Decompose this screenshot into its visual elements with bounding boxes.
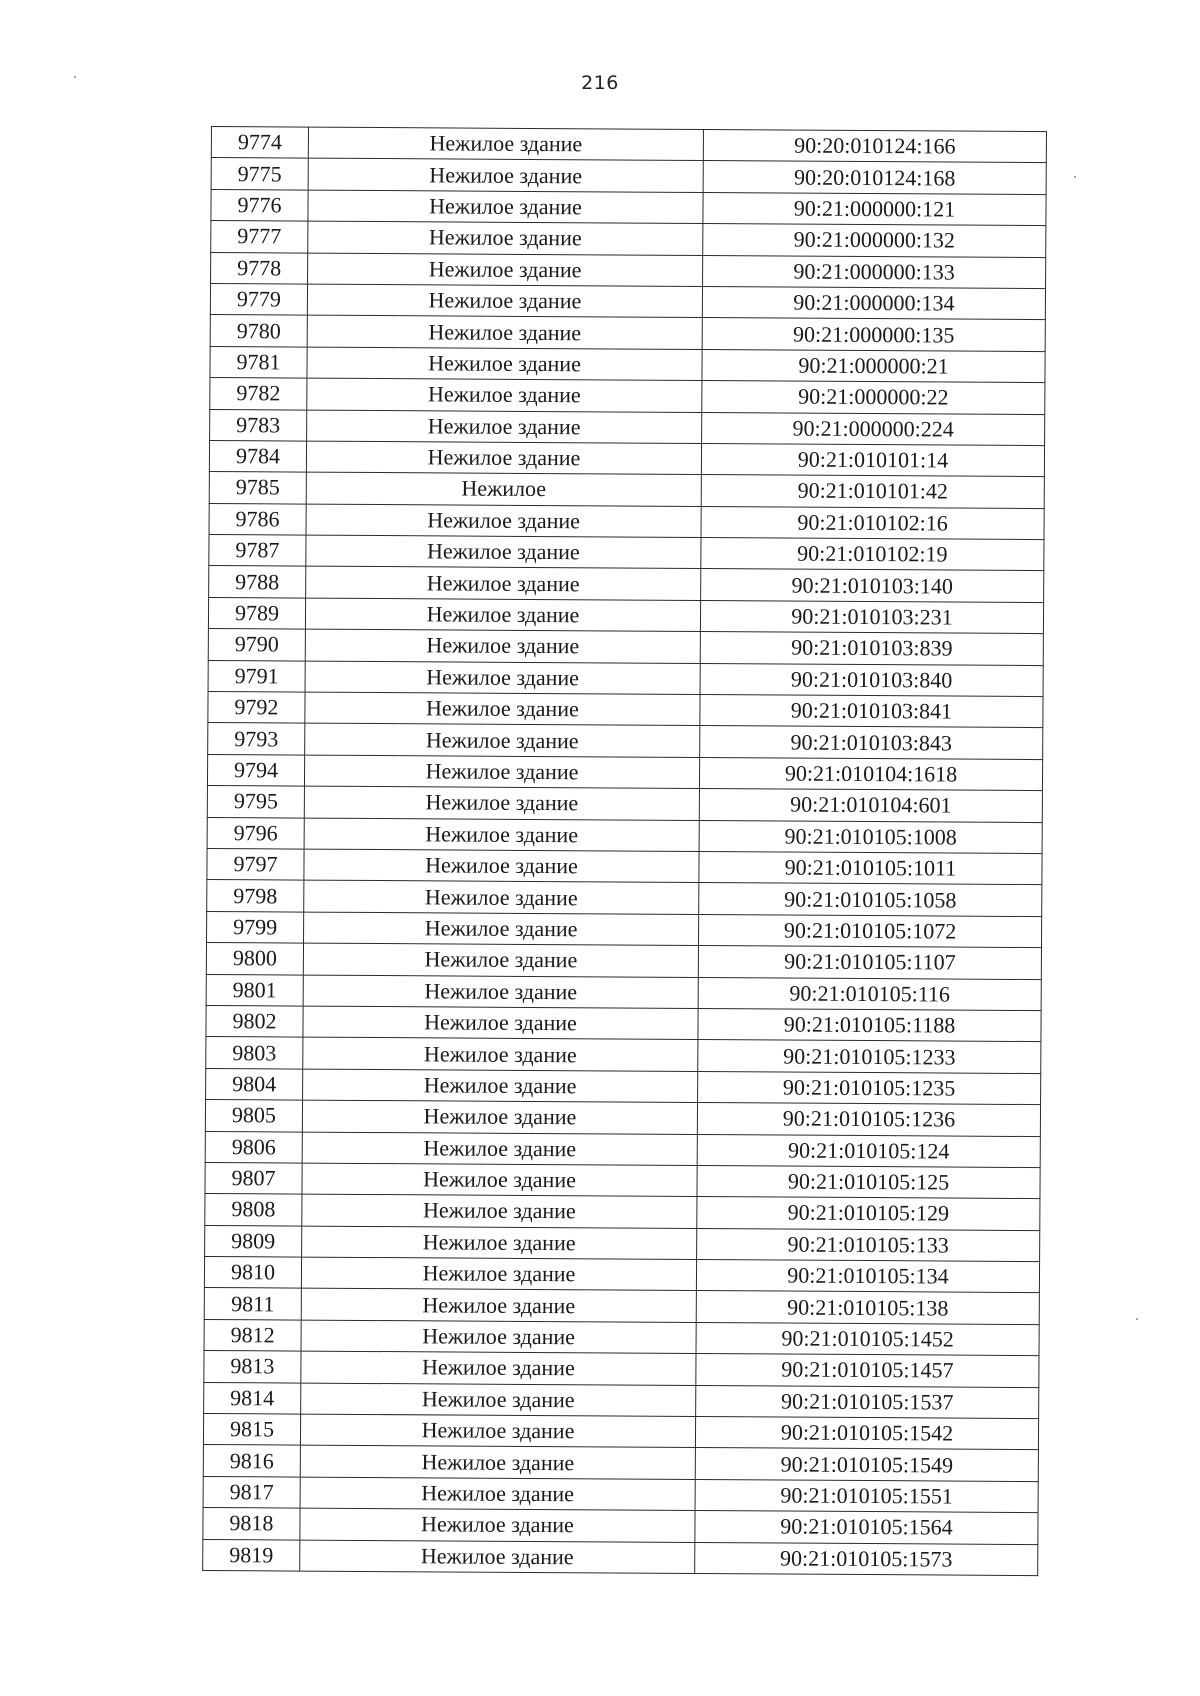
object-type-cell: Нежилое здание — [305, 661, 700, 695]
cadastral-number-cell: 90:21:010105:1008 — [699, 820, 1042, 853]
row-number-cell: 9775 — [211, 158, 308, 190]
row-number-cell: 9776 — [211, 189, 308, 221]
object-type-cell: Нежилое здание — [308, 253, 703, 287]
table-row — [204, 1288, 1039, 1324]
row-number-cell: 9781 — [210, 346, 307, 378]
scan-speck — [1074, 176, 1076, 178]
table-body — [203, 127, 1047, 1576]
object-type-cell: Нежилое здание — [302, 1100, 697, 1134]
object-type-cell: Нежилое здание — [302, 1132, 697, 1166]
object-type-cell: Нежилое здание — [304, 786, 699, 820]
cadastral-number-cell: 90:21:000000:135 — [702, 318, 1045, 351]
row-number-cell: 9810 — [204, 1257, 301, 1289]
row-number-cell: 9786 — [209, 503, 306, 535]
table-row — [211, 252, 1046, 288]
cadastral-number-cell: 90:21:000000:22 — [702, 381, 1045, 414]
table-row — [208, 629, 1043, 665]
object-type-cell: Нежилое здание — [308, 158, 703, 192]
table-row — [206, 974, 1041, 1010]
table-row — [205, 1100, 1040, 1136]
row-number-cell: 9774 — [211, 127, 308, 159]
cadastral-number-cell: 90:21:010103:840 — [700, 663, 1043, 696]
cadastral-number-cell: 90:20:010124:168 — [703, 161, 1046, 194]
table-row — [206, 1037, 1041, 1073]
cadastral-number-cell: 90:21:000000:134 — [702, 286, 1045, 319]
property-register-table — [202, 126, 1047, 1576]
row-number-cell: 9798 — [207, 880, 304, 912]
cadastral-number-cell: 90:21:010105:138 — [696, 1291, 1039, 1324]
row-number-cell: 9783 — [210, 409, 307, 441]
row-number-cell: 9797 — [207, 848, 304, 880]
object-type-cell: Нежилое здание — [306, 504, 701, 538]
row-number-cell: 9807 — [205, 1162, 302, 1194]
object-type-cell: Нежилое здание — [306, 535, 701, 569]
cadastral-number-cell: 90:21:010105:1564 — [695, 1511, 1038, 1544]
table-row — [204, 1319, 1039, 1355]
table-row — [208, 692, 1043, 728]
object-type-cell: Нежилое здание — [305, 724, 700, 758]
row-number-cell: 9789 — [208, 597, 305, 629]
table-row — [208, 723, 1043, 759]
table-row — [207, 911, 1042, 947]
object-type-cell: Нежилое здание — [306, 567, 701, 601]
row-number-cell: 9809 — [205, 1225, 302, 1257]
object-type-cell: Нежилое здание — [304, 912, 699, 946]
table-row — [205, 1131, 1040, 1167]
row-number-cell: 9812 — [204, 1319, 301, 1351]
object-type-cell: Нежилое здание — [301, 1320, 696, 1354]
table-row — [207, 786, 1042, 822]
cadastral-number-cell: 90:21:010105:1457 — [696, 1354, 1039, 1387]
cadastral-number-cell: 90:21:010101:42 — [701, 475, 1044, 508]
cadastral-number-cell: 90:21:010103:140 — [701, 569, 1044, 602]
object-type-cell: Нежилое здание — [308, 127, 703, 161]
scan-speck — [74, 76, 76, 78]
object-type-cell: Нежилое здание — [300, 1414, 695, 1448]
cadastral-number-cell: 90:21:010105:124 — [697, 1134, 1040, 1167]
table-row — [209, 503, 1044, 539]
table-row — [211, 189, 1046, 225]
object-type-cell: Нежилое здание — [300, 1445, 695, 1479]
object-type-cell: Нежилое здание — [300, 1540, 695, 1574]
object-type-cell: Нежилое здание — [304, 880, 699, 914]
cadastral-number-cell: 90:21:010101:14 — [701, 443, 1044, 476]
cadastral-number-cell: 90:21:010105:1551 — [695, 1479, 1038, 1512]
row-number-cell: 9818 — [203, 1508, 300, 1540]
object-type-cell: Нежилое здание — [304, 849, 699, 883]
table-row — [208, 597, 1043, 633]
row-number-cell: 9777 — [211, 221, 308, 253]
object-type-cell: Нежилое здание — [300, 1477, 695, 1511]
cadastral-number-cell: 90:21:010105:129 — [697, 1197, 1040, 1230]
table-row — [207, 848, 1042, 884]
row-number-cell: 9791 — [208, 660, 305, 692]
cadastral-number-cell: 90:21:000000:224 — [702, 412, 1045, 445]
table-row — [209, 566, 1044, 602]
row-number-cell: 9815 — [203, 1413, 300, 1445]
table-row — [206, 943, 1041, 979]
row-number-cell: 9793 — [208, 723, 305, 755]
cadastral-number-cell: 90:21:010105:1058 — [699, 883, 1042, 916]
object-type-cell: Нежилое здание — [305, 629, 700, 663]
table-row — [210, 346, 1045, 382]
row-number-cell: 9795 — [207, 786, 304, 818]
cadastral-number-cell: 90:21:010103:843 — [700, 726, 1043, 759]
table-row — [203, 1508, 1038, 1544]
object-type-cell: Нежилое здание — [303, 1006, 698, 1040]
row-number-cell: 9792 — [208, 692, 305, 724]
cadastral-number-cell: 90:21:000000:133 — [703, 255, 1046, 288]
row-number-cell: 9808 — [205, 1194, 302, 1226]
row-number-cell: 9802 — [206, 1005, 303, 1037]
cadastral-number-cell: 90:21:010103:839 — [700, 632, 1043, 665]
table-row — [208, 660, 1043, 696]
object-type-cell: Нежилое здание — [302, 1194, 697, 1228]
row-number-cell: 9785 — [209, 472, 306, 504]
cadastral-number-cell: 90:21:010105:1235 — [698, 1071, 1041, 1104]
row-number-cell: 9814 — [204, 1382, 301, 1414]
cadastral-number-cell: 90:21:010105:1452 — [696, 1322, 1039, 1355]
table-row — [206, 1068, 1041, 1104]
table-row — [209, 535, 1044, 571]
cadastral-number-cell: 90:21:010105:133 — [697, 1228, 1040, 1261]
cadastral-number-cell: 90:21:010105:1537 — [696, 1385, 1039, 1418]
table-row — [203, 1539, 1038, 1575]
object-type-cell: Нежилое здание — [301, 1257, 696, 1291]
object-type-cell: Нежилое здание — [301, 1289, 696, 1323]
cadastral-number-cell: 90:21:010103:231 — [700, 600, 1043, 633]
object-type-cell: Нежилое здание — [307, 378, 702, 412]
cadastral-number-cell: 90:21:010103:841 — [700, 695, 1043, 728]
cadastral-number-cell: 90:21:010105:116 — [698, 977, 1041, 1010]
cadastral-number-cell: 90:21:010105:1107 — [698, 946, 1041, 979]
table-row — [210, 315, 1045, 351]
object-type-cell: Нежилое здание — [303, 943, 698, 977]
object-type-cell: Нежилое здание — [302, 1226, 697, 1260]
row-number-cell: 9796 — [207, 817, 304, 849]
object-type-cell: Нежилое здание — [301, 1383, 696, 1417]
object-type-cell: Нежилое здание — [304, 818, 699, 852]
object-type-cell: Нежилое здание — [308, 221, 703, 255]
cadastral-number-cell: 90:21:010102:16 — [701, 506, 1044, 539]
table-row — [204, 1351, 1039, 1387]
row-number-cell: 9788 — [209, 566, 306, 598]
row-number-cell: 9806 — [205, 1131, 302, 1163]
row-number-cell: 9780 — [210, 315, 307, 347]
cadastral-number-cell: 90:21:000000:21 — [702, 349, 1045, 382]
row-number-cell: 9778 — [211, 252, 308, 284]
object-type-cell: Нежилое здание — [303, 1037, 698, 1071]
cadastral-number-cell: 90:21:010105:125 — [697, 1165, 1040, 1198]
row-number-cell: 9779 — [210, 283, 307, 315]
table-row — [207, 817, 1042, 853]
row-number-cell: 9819 — [203, 1539, 300, 1571]
object-type-cell: Нежилое здание — [307, 410, 702, 444]
table-row — [210, 409, 1045, 445]
table-row — [203, 1413, 1038, 1449]
table-row — [207, 880, 1042, 916]
cadastral-number-cell: 90:21:010105:1542 — [695, 1417, 1038, 1450]
table-row — [211, 221, 1046, 257]
object-type-cell: Нежилое здание — [303, 1069, 698, 1103]
cadastral-number-cell: 90:21:000000:121 — [703, 192, 1046, 225]
table-row — [205, 1225, 1040, 1261]
cadastral-number-cell: 90:21:010105:1236 — [697, 1103, 1040, 1136]
row-number-cell: 9811 — [204, 1288, 301, 1320]
cadastral-number-cell: 90:21:010104:1618 — [699, 757, 1042, 790]
object-type-cell: Нежилое здание — [305, 692, 700, 726]
object-type-cell: Нежилое здание — [301, 1351, 696, 1385]
object-type-cell: Нежилое здание — [308, 190, 703, 224]
table-row — [209, 440, 1044, 476]
table-row — [211, 127, 1046, 163]
table-row — [211, 158, 1046, 194]
cadastral-number-cell: 90:21:010104:601 — [699, 789, 1042, 822]
row-number-cell: 9794 — [207, 754, 304, 786]
row-number-cell: 9813 — [204, 1351, 301, 1383]
row-number-cell: 9816 — [203, 1445, 300, 1477]
cadastral-number-cell: 90:21:010102:19 — [701, 538, 1044, 571]
table-row — [203, 1476, 1038, 1512]
object-type-cell: Нежилое здание — [307, 347, 702, 381]
table-row — [204, 1382, 1039, 1418]
cadastral-number-cell: 90:21:010105:134 — [696, 1260, 1039, 1293]
cadastral-number-cell: 90:21:010105:1549 — [695, 1448, 1038, 1481]
object-type-cell: Нежилое здание — [300, 1508, 695, 1542]
object-type-cell: Нежилое здание — [307, 315, 702, 349]
row-number-cell: 9801 — [206, 974, 303, 1006]
row-number-cell: 9800 — [206, 943, 303, 975]
cadastral-number-cell: 90:21:010105:1573 — [695, 1542, 1038, 1575]
table-row — [204, 1257, 1039, 1293]
table-row — [206, 1005, 1041, 1041]
row-number-cell: 9790 — [208, 629, 305, 661]
row-number-cell: 9784 — [209, 440, 306, 472]
object-type-cell: Нежилое здание — [304, 755, 699, 789]
row-number-cell: 9804 — [206, 1068, 303, 1100]
table-row — [207, 754, 1042, 790]
table-row — [203, 1445, 1038, 1481]
table-row — [205, 1194, 1040, 1230]
table-row — [205, 1162, 1040, 1198]
cadastral-number-cell: 90:21:010105:1072 — [699, 914, 1042, 947]
row-number-cell: 9803 — [206, 1037, 303, 1069]
object-type-cell: Нежилое здание — [307, 284, 702, 318]
row-number-cell: 9805 — [205, 1100, 302, 1132]
row-number-cell: 9782 — [210, 378, 307, 410]
table-row — [210, 283, 1045, 319]
cadastral-number-cell: 90:21:010105:1011 — [699, 851, 1042, 884]
cadastral-number-cell: 90:21:000000:132 — [703, 224, 1046, 257]
table-row — [209, 472, 1044, 508]
object-type-cell: Нежилое здание — [303, 975, 698, 1009]
row-number-cell: 9817 — [203, 1476, 300, 1508]
row-number-cell: 9799 — [207, 911, 304, 943]
page-number: 216 — [581, 72, 619, 94]
table-row — [210, 378, 1045, 414]
object-type-cell: Нежилое здание — [305, 598, 700, 632]
cadastral-number-cell: 90:20:010124:166 — [703, 130, 1046, 163]
cadastral-number-cell: 90:21:010105:1188 — [698, 1008, 1041, 1041]
object-type-cell: Нежилое здание — [306, 441, 701, 475]
cadastral-number-cell: 90:21:010105:1233 — [698, 1040, 1041, 1073]
scan-speck — [1136, 1318, 1138, 1320]
row-number-cell: 9787 — [209, 535, 306, 567]
object-type-cell: Нежилое здание — [302, 1163, 697, 1197]
object-type-cell: Нежилое — [306, 472, 701, 506]
